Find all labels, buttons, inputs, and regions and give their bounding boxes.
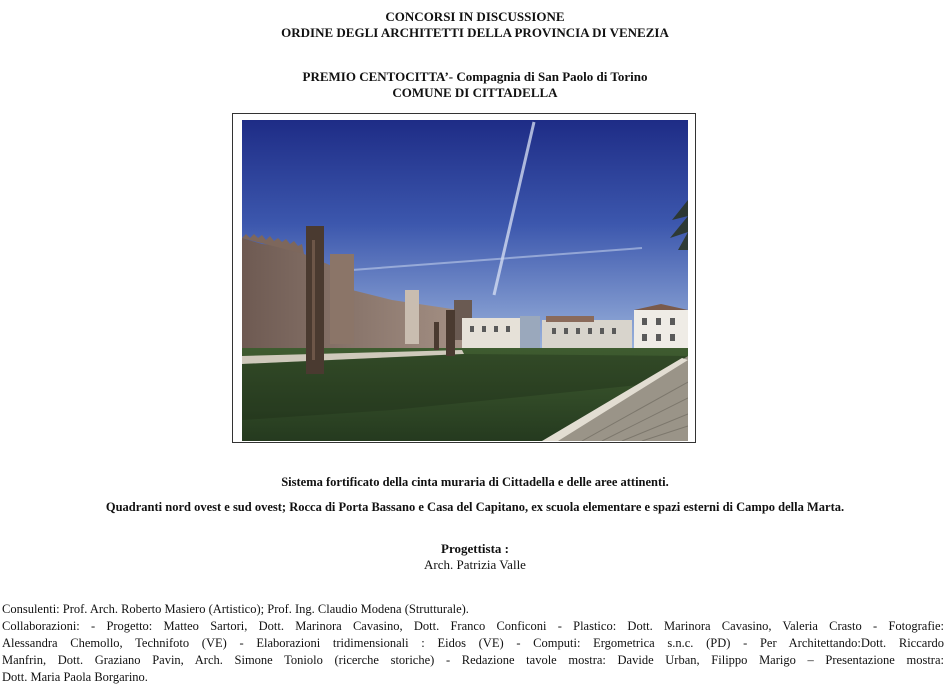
long-building — [542, 320, 632, 350]
glass-building — [520, 316, 540, 350]
designer-name: Arch. Patrizia Valle — [424, 557, 526, 572]
caption-line-2: Quadranti nord ovest e sud ovest; Rocca di Porta Bassano e Casa del Capitano, ex scuola elementare e spazi esterni di Campo della Marta. — [105, 500, 845, 514]
collaborations-line-4: Dott. Maria Paola Borgarino. — [2, 670, 148, 684]
wall-tower — [330, 254, 354, 344]
city-walls-photo — [242, 120, 688, 441]
header-line-2: ORDINE DEGLI ARCHITETTI DELLA PROVINCIA DI VENEZIA — [281, 25, 669, 40]
credits-block — [2, 601, 944, 686]
collaborations-line-2: Alessandra Chemollo, Technifoto (VE) - Elaborazioni tridimensionali : Eidos (VE) - Computi: Ergometrica s.n.c. (PD) - Per Architettando:Dott. Riccardo — [2, 636, 944, 650]
small-sculpture — [446, 310, 455, 356]
small-sculpture-2 — [434, 322, 439, 350]
header-line-1: CONCORSI IN DISCUSSIONE — [385, 9, 565, 24]
designer-label: Progettista : — [441, 541, 509, 556]
corner-building — [634, 310, 688, 350]
header-line-4: COMUNE DI CITTADELLA — [392, 85, 558, 100]
header-line-3: PREMIO CENTOCITTA’- Compagnia di San Paolo di Torino — [302, 69, 648, 84]
caption-line-1: Sistema fortificato della cinta muraria di Cittadella e delle aree attinenti. — [281, 475, 669, 489]
consultants-line: Consulenti: Prof. Arch. Roberto Masiero (Artistico); Prof. Ing. Claudio Modena (Strutturale). — [2, 602, 469, 616]
collaborations-line-3: Manfrin, Dott. Graziano Pavin, Arch. Simone Toniolo (ricerche storiche) - Redazione tavole mostra: Davide Urban, Filippo Marigo – Presentazione mostra: — [2, 653, 944, 667]
sculpture-detail — [312, 240, 315, 360]
roof — [546, 316, 594, 322]
photo-frame — [232, 113, 696, 443]
light-tower — [405, 290, 419, 344]
collaborations-line-1: Collaborazioni: - Progetto: Matteo Sartori, Dott. Marinora Cavasino, Dott. Franco Conficoni - Plastico: Dott. Marinora Cavasino, Valeria Crasto - Fotografie: — [2, 619, 944, 633]
school-building — [462, 318, 522, 350]
